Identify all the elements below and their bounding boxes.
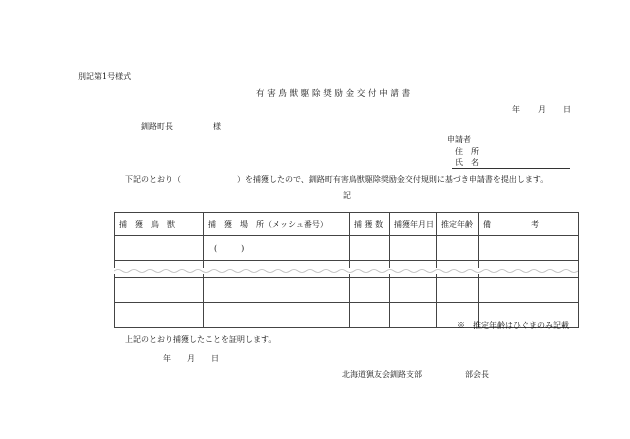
col-location: 捕 獲 場 所（メッシュ番号） bbox=[204, 213, 350, 236]
cell-date[interactable] bbox=[390, 278, 437, 303]
cell-location[interactable] bbox=[204, 278, 350, 303]
certify-date-day: 日 bbox=[211, 354, 219, 363]
cell-animal[interactable] bbox=[115, 303, 204, 328]
date-year: 年 bbox=[512, 105, 520, 114]
cell-count[interactable] bbox=[350, 303, 390, 328]
col-remarks: 備 考 bbox=[479, 213, 579, 236]
table-break-wavy-top bbox=[114, 268, 578, 274]
recipient-name: 釧路町長 bbox=[141, 122, 173, 131]
mesh-placeholder: ( ) bbox=[214, 243, 245, 253]
applicant-name-underline bbox=[452, 168, 570, 169]
cell-date[interactable] bbox=[390, 236, 437, 261]
form-title: 有 害 鳥 獣 駆 除 奨 励 金 交 付 申 請 書 bbox=[256, 89, 411, 99]
col-age: 推定年齢 bbox=[437, 213, 479, 236]
cell-location[interactable] bbox=[204, 303, 350, 328]
date-day: 日 bbox=[563, 105, 571, 114]
cell-age[interactable] bbox=[437, 236, 479, 261]
cell-remarks[interactable] bbox=[479, 278, 579, 303]
footnote: ※ 推定年齢はひぐまのみ記載 bbox=[457, 321, 569, 330]
recipient-honorific: 様 bbox=[213, 122, 221, 131]
ki-label: 記 bbox=[343, 191, 351, 200]
col-animal: 捕 獲 鳥 獣 bbox=[115, 213, 204, 236]
applicant-name-label: 氏 名 bbox=[455, 158, 479, 167]
cell-location[interactable] bbox=[204, 236, 350, 261]
applicant-address-label: 住 所 bbox=[455, 147, 479, 156]
form-number: 別記第1号様式 bbox=[78, 72, 132, 81]
cell-remarks[interactable] bbox=[479, 236, 579, 261]
col-count: 捕 獲 数 bbox=[350, 213, 390, 236]
cell-count[interactable] bbox=[350, 278, 390, 303]
cell-animal[interactable] bbox=[115, 278, 204, 303]
date-month: 月 bbox=[538, 105, 546, 114]
cell-count[interactable] bbox=[350, 236, 390, 261]
applicant-label: 申請者 bbox=[447, 135, 471, 144]
certify-date-year: 年 bbox=[163, 354, 171, 363]
certify-date-month: 月 bbox=[187, 354, 195, 363]
certify-text: 上記のとおり捕獲したことを証明します。 bbox=[125, 335, 277, 344]
body-text: 下記のとおり（ ）を捕獲したので、釧路町有害鳥獣駆除奨励金交付規則に基づき申請書を提出します。 bbox=[125, 175, 549, 184]
table-row bbox=[115, 278, 579, 303]
association-name: 北海道猟友会釧路支部 bbox=[342, 370, 422, 379]
table-row bbox=[115, 236, 579, 261]
cell-animal[interactable] bbox=[115, 236, 204, 261]
table-header-row bbox=[115, 213, 579, 236]
cell-date[interactable] bbox=[390, 303, 437, 328]
association-title: 部会長 bbox=[465, 370, 489, 379]
cell-age[interactable] bbox=[437, 278, 479, 303]
col-date: 捕獲年月日 bbox=[390, 213, 437, 236]
